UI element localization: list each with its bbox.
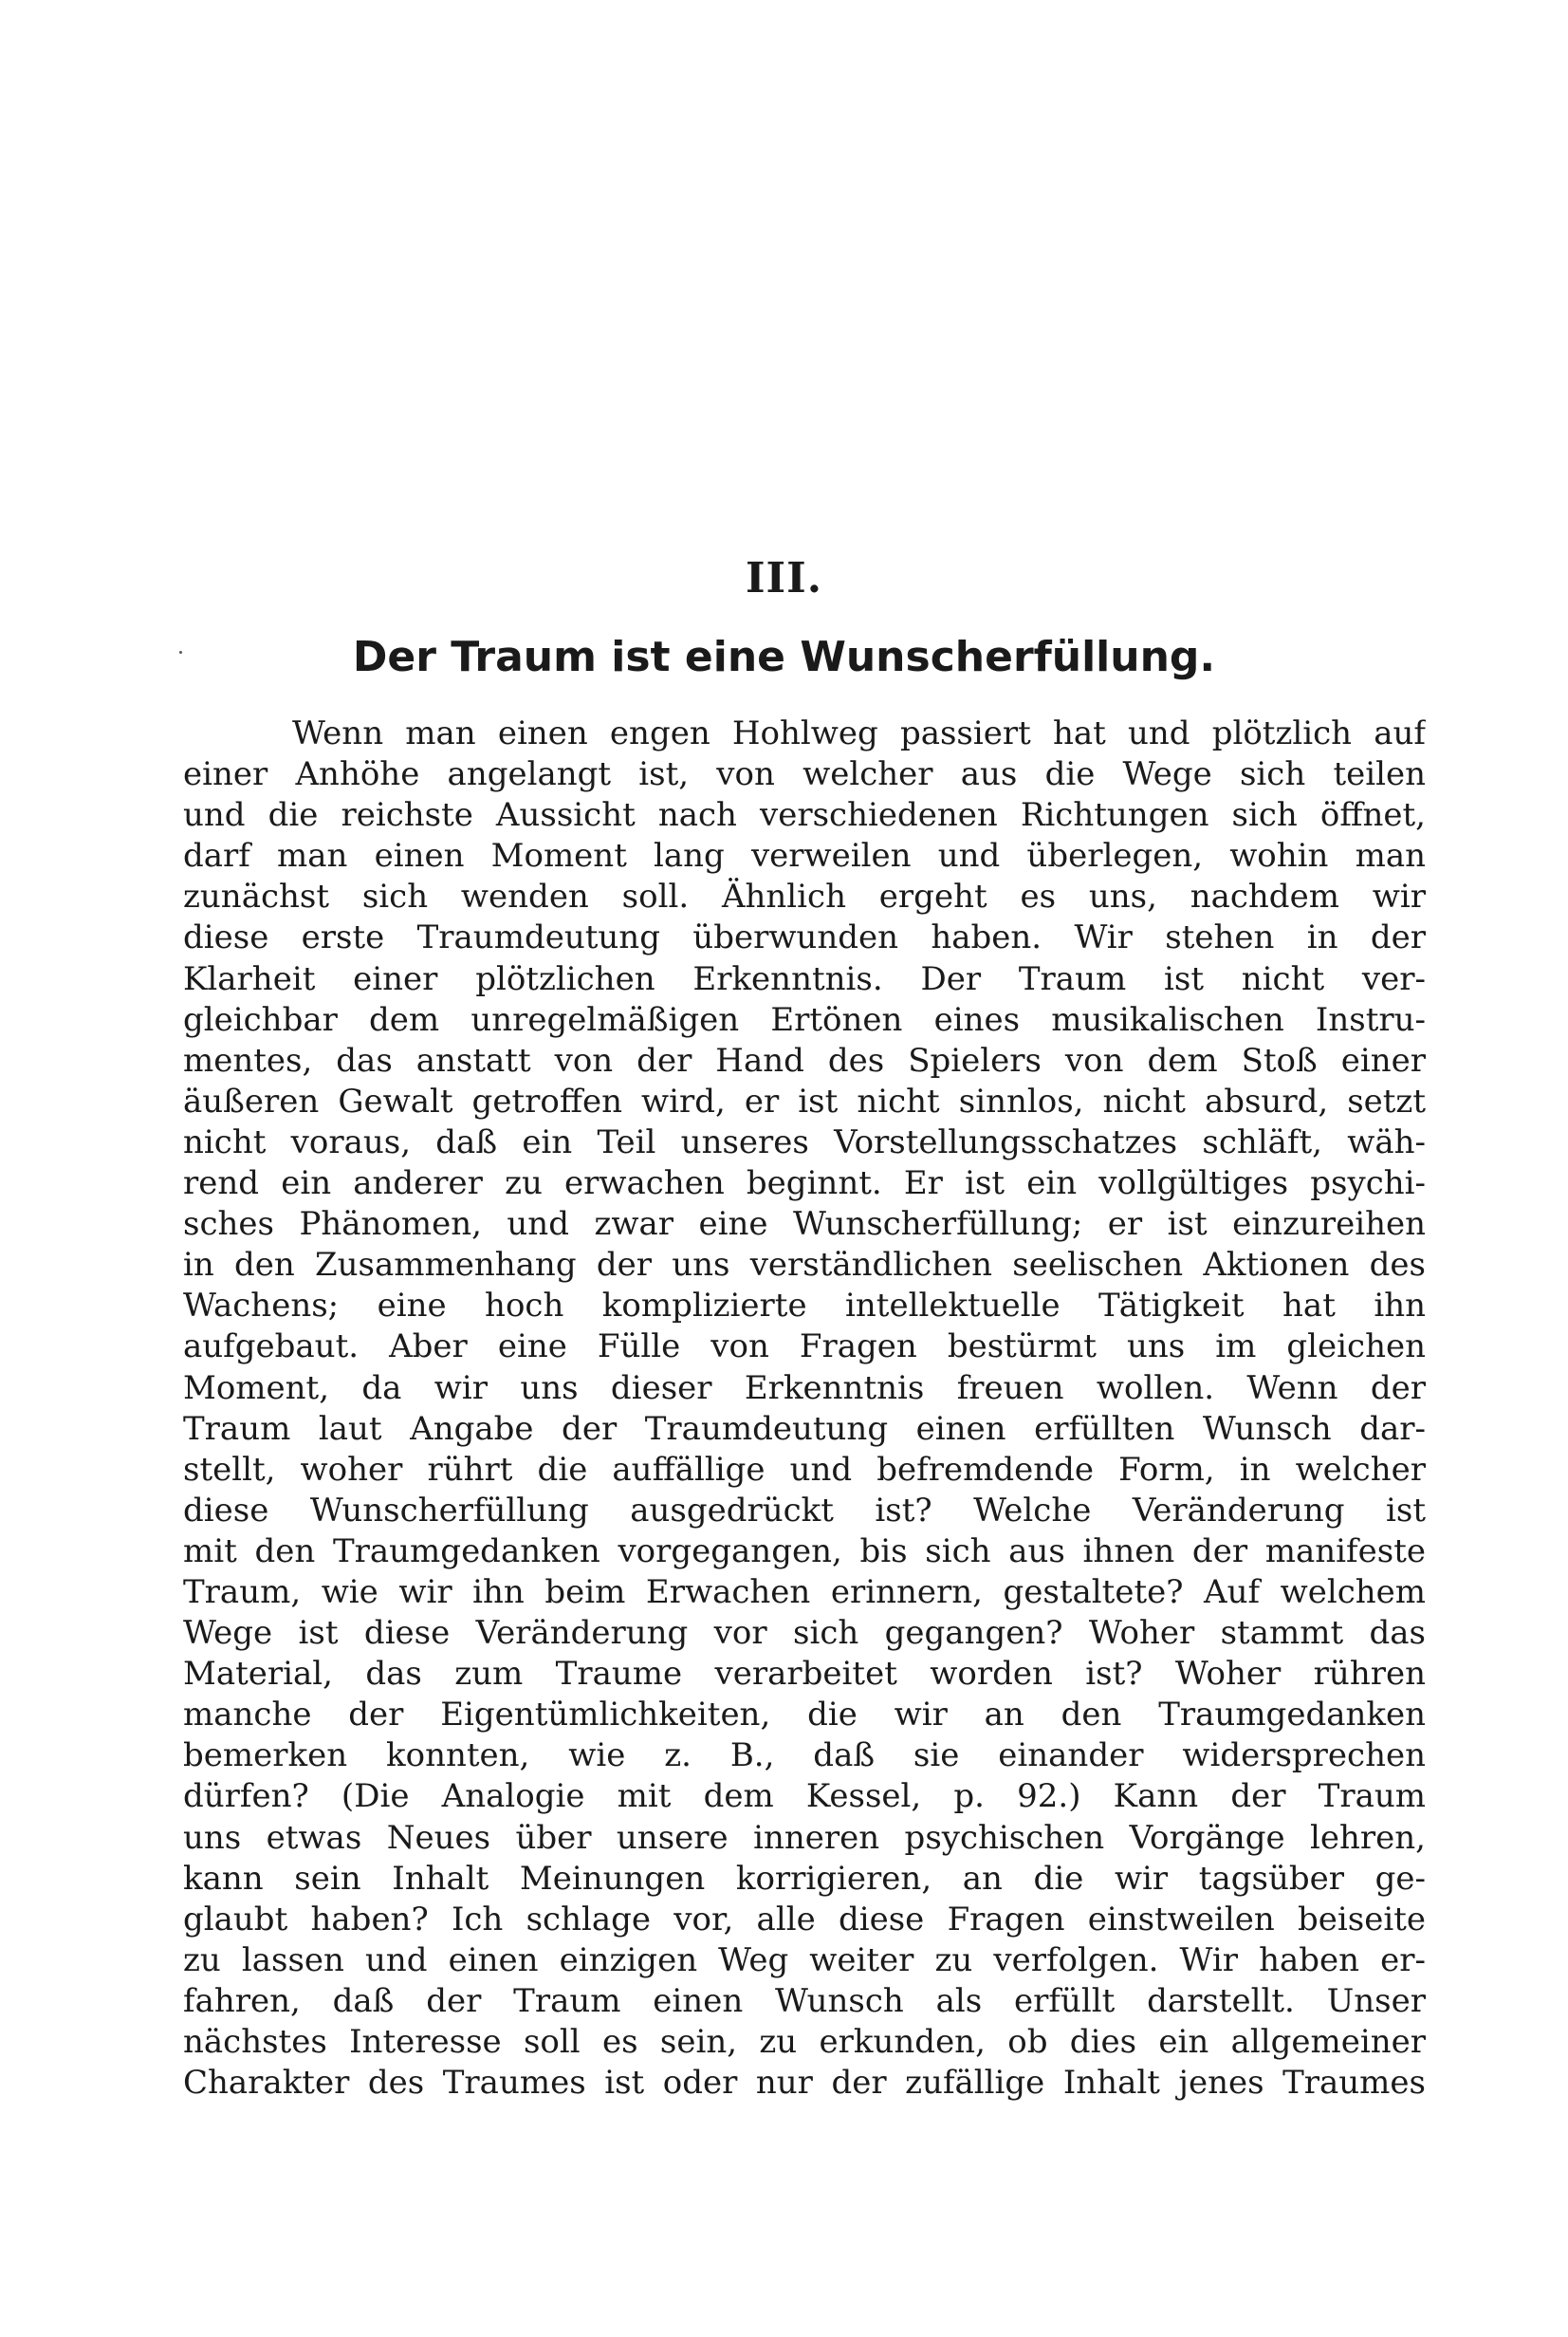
body-paragraph xyxy=(183,714,1426,2104)
body-line: aufgebaut. Aber eine Fülle von Fragen bestürmt uns im gleichen xyxy=(183,1327,1426,1366)
body-line: gleichbar dem unregelmäßigen Ertönen eines musikalischen Instru- xyxy=(183,1000,1426,1039)
body-line: zu lassen und einen einzigen Weg weiter zu verfolgen. Wir haben er- xyxy=(183,1940,1426,1979)
body-line: Wenn man einen engen Hohlweg passiert hat und plötzlich auf xyxy=(292,714,1426,752)
body-line: mentes, das anstatt von der Hand des Spielers von dem Stoß einer xyxy=(183,1041,1426,1080)
body-line: stellt, woher rührt die auffällige und befremdende Form, in welcher xyxy=(183,1450,1426,1489)
body-line: dürfen? (Die Analogie mit dem Kessel, p. 92.) Kann der Traum xyxy=(183,1777,1426,1816)
body-line: uns etwas Neues über unsere inneren psychischen Vorgänge lehren, xyxy=(183,1818,1426,1857)
chapter-title: Der Traum ist eine Wunscherfüllung. xyxy=(352,633,1216,681)
body-line: Charakter des Traumes ist oder nur der zufällige Inhalt jenes Traumes xyxy=(183,2064,1426,2103)
body-line: Wachens; eine hoch komplizierte intellektuelle Tätigkeit hat ihn xyxy=(183,1287,1426,1326)
body-line: sches Phänomen, und zwar eine Wunscherfüllung; er ist einzureihen xyxy=(183,1205,1426,1244)
body-line: und die reichste Aussicht nach verschiedenen Richtungen sich öffnet, xyxy=(183,796,1426,835)
body-line: nächstes Interesse soll es sein, zu erkunden, ob dies ein allgemeiner xyxy=(183,2023,1426,2061)
body-line: einer Anhöhe angelangt ist, von welcher aus die Wege sich teilen xyxy=(183,755,1426,794)
body-line: Klarheit einer plötzlichen Erkenntnis. Der Traum ist nicht ver- xyxy=(183,959,1426,998)
body-line: darf man einen Moment lang verweilen und überlegen, wohin man xyxy=(183,837,1426,876)
body-line: glaubt haben? Ich schlage vor, alle diese Fragen einstweilen beiseite xyxy=(183,1900,1426,1938)
body-line: kann sein Inhalt Meinungen korrigieren, an die wir tagsüber ge- xyxy=(183,1859,1426,1898)
body-line: in den Zusammenhang der uns verständlichen seelischen Aktionen des xyxy=(183,1246,1426,1285)
chapter-number: III. xyxy=(745,554,823,603)
body-line: Traum laut Angabe der Traumdeutung einen erfüllten Wunsch dar- xyxy=(183,1409,1426,1448)
body-line: mit den Traumgedanken vorgegangen, bis sich aus ihnen der manifeste xyxy=(183,1531,1426,1570)
body-line: äußeren Gewalt getroffen wird, er ist nicht sinnlos, nicht absurd, setzt xyxy=(183,1082,1426,1121)
body-line: nicht voraus, daß ein Teil unseres Vorstellungsschatzes schläft, wäh- xyxy=(183,1122,1426,1161)
body-line: Moment, da wir uns dieser Erkenntnis freuen wollen. Wenn der xyxy=(183,1368,1426,1407)
body-line: Traum, wie wir ihn beim Erwachen erinnern, gestaltete? Auf welchem xyxy=(183,1572,1426,1611)
body-line: Wege ist diese Veränderung vor sich gegangen? Woher stammt das xyxy=(183,1614,1426,1653)
body-line: Material, das zum Traume verarbeitet worden ist? Woher rühren xyxy=(183,1655,1426,1694)
body-line: diese erste Traumdeutung überwunden haben. Wir stehen in der xyxy=(183,918,1426,957)
body-line: rend ein anderer zu erwachen beginnt. Er ist ein vollgültiges psychi- xyxy=(183,1164,1426,1203)
body-line: fahren, daß der Traum einen Wunsch als erfüllt darstellt. Unser xyxy=(183,1981,1426,2020)
body-line: zunächst sich wenden soll. Ähnlich ergeht es uns, nachdem wir xyxy=(183,878,1426,917)
body-line: manche der Eigentümlichkeiten, die wir an den Traumgedanken xyxy=(183,1696,1426,1734)
body-line: diese Wunscherfüllung ausgedrückt ist? Welche Veränderung ist xyxy=(183,1491,1426,1530)
body-line: bemerken konnten, wie z. B., daß sie einander widersprechen xyxy=(183,1736,1426,1775)
